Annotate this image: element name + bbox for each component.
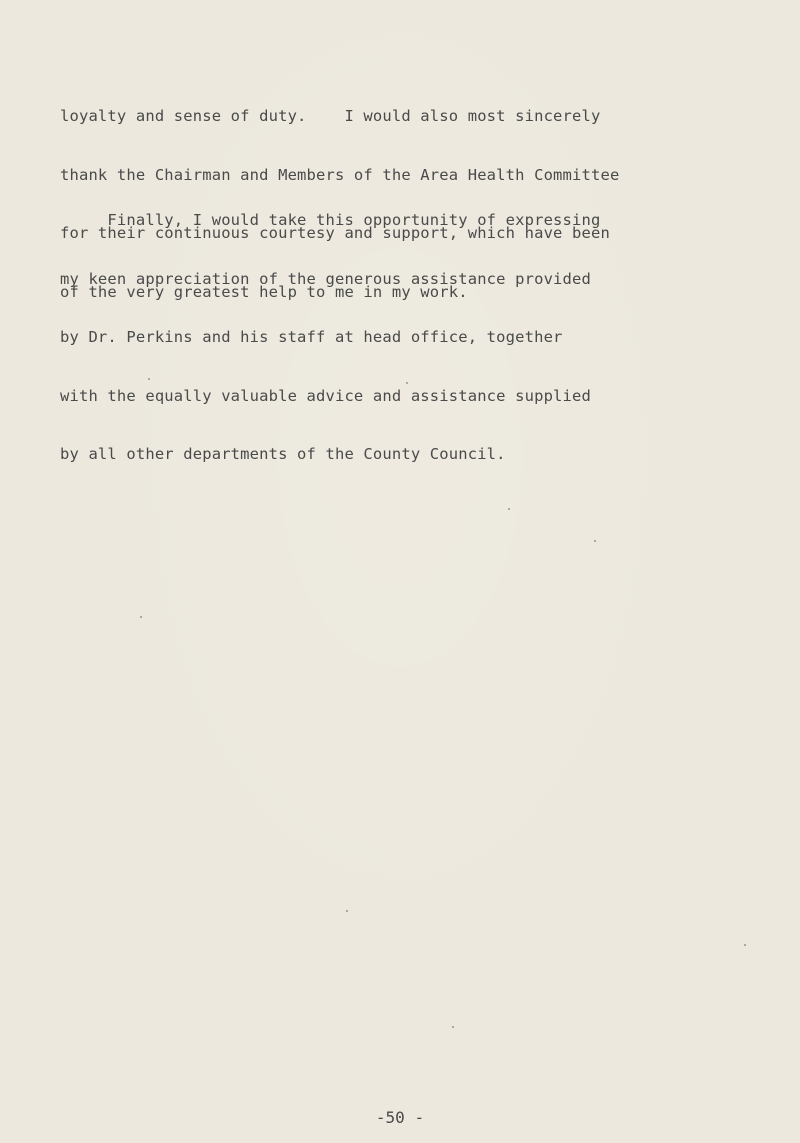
paper-speck xyxy=(452,1026,454,1028)
paper-speck xyxy=(744,944,746,946)
text-line: thank the Chairman and Members of the Area Health Committee xyxy=(60,165,620,184)
text-line: of the very greatest help to me in my work. xyxy=(60,282,468,301)
paper-speck xyxy=(594,540,596,542)
paper-speck xyxy=(508,508,510,510)
text-line: by all other departments of the County Council. xyxy=(60,445,506,463)
text-line: my keen appreciation of the generous assistance provided xyxy=(60,269,591,288)
text-line: Finally, I would take this opportunity of expressing xyxy=(60,211,601,229)
text-line: for their continuous courtesy and support, which have been xyxy=(60,224,610,242)
paper-speck xyxy=(140,616,142,618)
paper-speck xyxy=(406,382,408,384)
text-line: loyalty and sense of duty. I would also most sincerely xyxy=(60,107,601,125)
text-line: by Dr. Perkins and his staff at head office, together xyxy=(60,328,563,346)
paper-speck xyxy=(346,910,348,912)
page-number: -50 - xyxy=(375,1108,425,1127)
text-line: with the equally valuable advice and assistance supplied xyxy=(60,386,591,405)
paragraph-acknowledgement-staff xyxy=(60,172,760,484)
paper-speck xyxy=(148,378,150,380)
